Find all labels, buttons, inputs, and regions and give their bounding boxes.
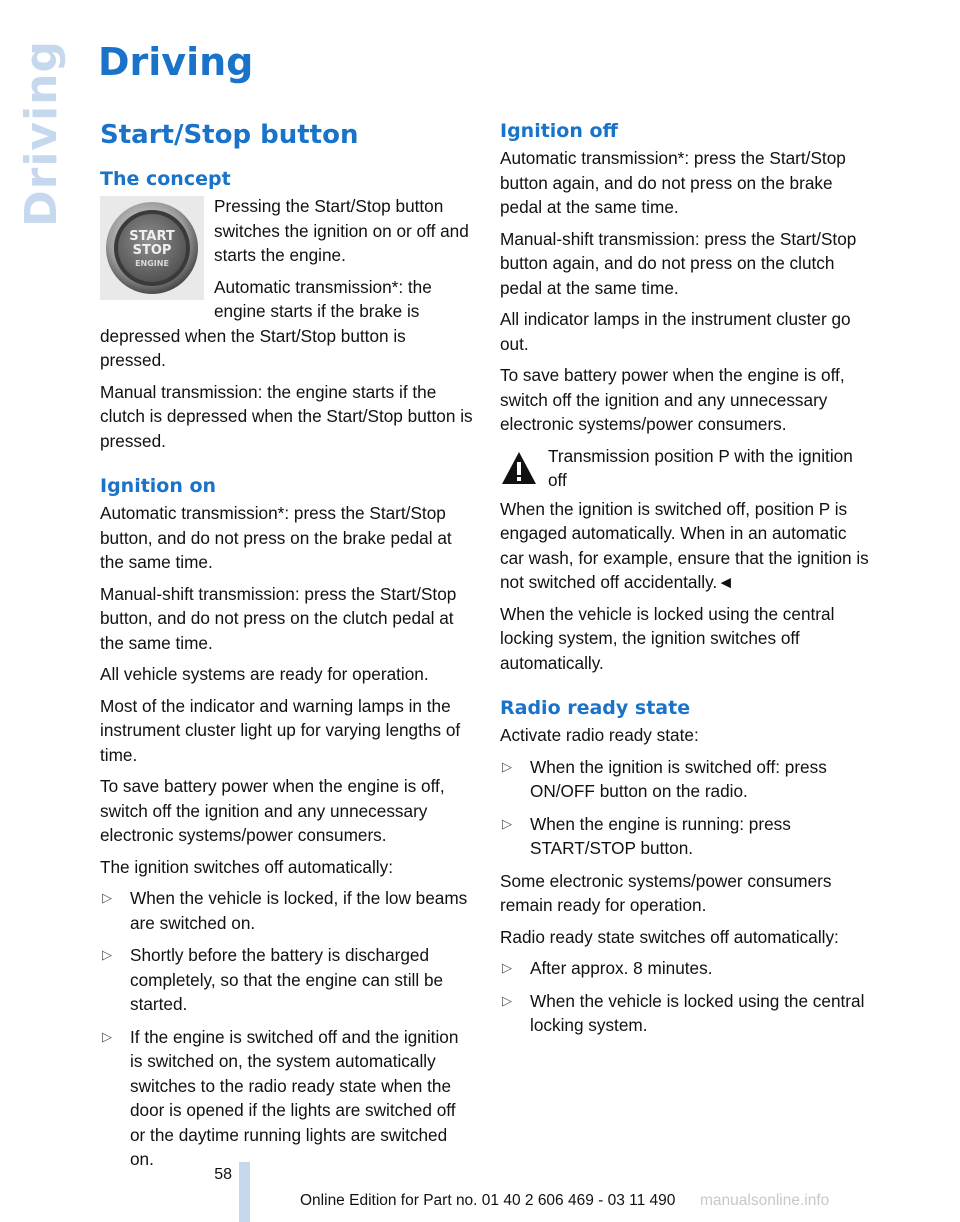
activate-radio-list <box>500 755 873 861</box>
bullet-triangle-icon: ▷ <box>502 758 512 774</box>
left-column <box>100 118 473 1180</box>
warning-triangle-icon <box>500 450 538 486</box>
warning-title: Transmission position P with the ignition off <box>548 445 853 490</box>
image-label-engine: ENGINE <box>135 259 169 268</box>
list-item: ▷ When the vehicle is locked, if the low beams are switched on. <box>102 888 468 933</box>
bullet-triangle-icon: ▷ <box>502 960 512 975</box>
start-stop-button-image <box>100 196 204 300</box>
side-tab: Driving <box>16 40 67 227</box>
concept-heading: The concept <box>100 168 231 190</box>
image-label-start: START <box>129 229 175 244</box>
footer-bar <box>239 1162 250 1222</box>
watermark: manualsonline.info <box>700 1192 830 1209</box>
bullet-triangle-icon: ▷ <box>102 890 112 905</box>
ignition-on-heading: Ignition on <box>100 475 217 497</box>
concept-paragraph-3: Manual transmission: the engine starts if the clutch is depressed when the Start/Stop button is pressed. <box>100 381 473 451</box>
page-number: 58 <box>214 1166 232 1183</box>
bullet-triangle-icon: ▷ <box>502 992 512 1008</box>
ignition-off-heading: Ignition off <box>500 120 618 142</box>
ignition-on-paragraph-1: Automatic transmission*: press the Start/Stop button, and do not press on the brake pedal at the same time. <box>100 503 452 572</box>
radio-ready-heading: Radio ready state <box>500 697 691 719</box>
ignition-off-paragraph-4: To save battery power when the engine is off, switch off the ignition and any unnecessary electronic systems/power consumers. <box>500 365 845 434</box>
list-item: ▷ When the vehicle is locked using the central locking system. <box>502 990 865 1035</box>
bullet-triangle-icon: ▷ <box>102 1028 112 1044</box>
radio-ready-paragraph-1: Activate radio ready state: <box>500 725 699 745</box>
auto-off-list <box>100 886 473 1172</box>
page-title: Driving <box>98 40 254 84</box>
concept-paragraph-1: Pressing the Start/Stop button switches the ignition on or off and starts the engine. <box>214 196 469 265</box>
list-item: ▷ When the engine is running: press START/STOP button. <box>502 813 791 858</box>
list-item: ▷ If the engine is switched off and the ignition is switched on, the system automatically switches to the radio ready state when the door is opened if the lights are switched off or the daytime running lights are switched on. <box>102 1026 459 1169</box>
radio-ready-paragraph-2: Some electronic systems/power consumers remain ready for operation. <box>500 870 832 915</box>
list-item: ▷ When the ignition is switched off: press ON/OFF button on the radio. <box>502 756 827 801</box>
ignition-on-paragraph-4: Most of the indicator and warning lamps in the instrument cluster light up for varying lengths of time. <box>100 695 461 765</box>
warning-text: When the ignition is switched off, position P is engaged automatically. When in an automatic car wash, for example, ensure that the ignition is not switched off accidentally.◄ <box>500 498 869 592</box>
bullet-triangle-icon: ▷ <box>102 947 112 962</box>
ignition-off-paragraph-1: Automatic transmission*: press the Start/Stop button again, and do not press on the brake pedal at the same time. <box>500 148 846 217</box>
radio-off-list <box>500 956 873 1038</box>
list-item: ▷ After approx. 8 minutes. <box>500 956 873 981</box>
radio-ready-paragraph-3: Radio ready state switches off automatically: <box>500 926 839 947</box>
concept-paragraph-2: Automatic transmission*: the engine starts if the brake is depressed when the Start/Stop button is pressed. <box>100 276 432 370</box>
ignition-on-paragraph-6: The ignition switches off automatically: <box>100 856 393 877</box>
ignition-on-paragraph-3: All vehicle systems are ready for operation. <box>100 664 429 684</box>
warning-block <box>500 444 873 493</box>
section-title: Start/Stop button <box>100 120 359 150</box>
ignition-off-paragraph-3: All indicator lamps in the instrument cluster go out. <box>500 309 851 354</box>
ignition-off-paragraph-5: When the vehicle is locked using the central locking system, the ignition switches off automatically. <box>500 603 835 673</box>
ignition-on-paragraph-2: Manual-shift transmission: press the Start/Stop button, and do not press on the clutch pedal at the same time. <box>100 583 457 653</box>
edition-text: Online Edition for Part no. 01 40 2 606 469 - 03 11 490 <box>300 1192 676 1209</box>
ignition-off-paragraph-2: Manual-shift transmission: press the Start/Stop button again, and do not press on the clutch pedal at the same time. <box>500 228 857 298</box>
list-item: ▷ Shortly before the battery is discharged completely, so that the engine can still be started. <box>102 945 444 1014</box>
bullet-triangle-icon: ▷ <box>502 815 512 831</box>
right-column <box>500 118 873 1046</box>
ignition-on-paragraph-5: To save battery power when the engine is off, switch off the ignition and any unnecessary electronic systems/power consumers. <box>100 776 445 845</box>
start-stop-button-icon <box>100 196 204 300</box>
image-label-stop: STOP <box>132 243 172 258</box>
